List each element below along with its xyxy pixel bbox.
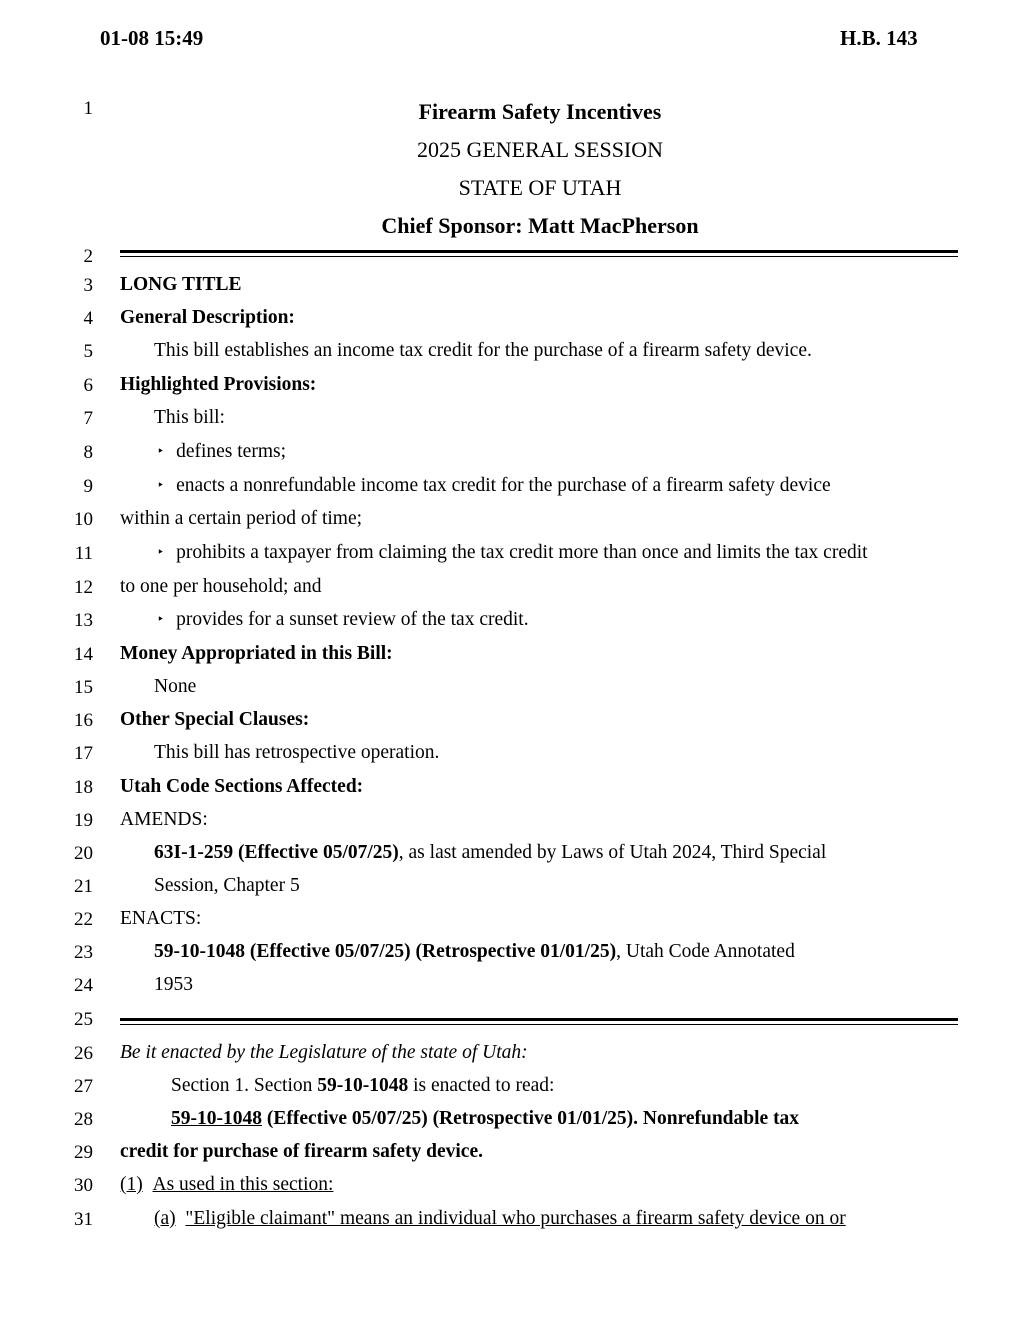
line-number: 15 [74,677,93,698]
line-number: 4 [83,308,93,329]
long-title-heading: LONG TITLE [120,274,242,295]
section-title-number: 59-10-1048 [171,1108,262,1129]
line-number: 19 [74,810,93,831]
section-intro-suffix: is enacted to read: [408,1075,555,1096]
bill-title: Firearm Safety Incentives [418,99,662,124]
section-intro [171,1075,554,1097]
line-number: 14 [74,644,93,665]
line-number: 28 [74,1109,93,1130]
line-number: 3 [83,275,93,296]
provision-item [157,609,529,631]
provision-continuation: within a certain period of time; [120,508,363,529]
general-description-text: This bill establishes an income tax credit for the purchase of a firearm safety device. [154,340,812,361]
enacts-label: ENACTS: [120,908,202,929]
provision-text: enacts a nonrefundable income tax credit for the purchase of a firearm safety device [176,475,831,496]
special-clauses-text: This bill has retrospective operation. [154,742,440,763]
special-clauses-heading: Other Special Clauses: [120,709,310,730]
provision-item [157,441,286,463]
enacted-section-id: 59-10-1048 (Effective 05/07/25) (Retrospective 01/01/25) [154,941,617,962]
subsection-text: "Eligible claimant" means an individual who purchases a firearm safety device on or [185,1208,846,1229]
bill-number: H.B. 143 [840,26,918,50]
line-number: 11 [74,543,93,564]
section-intro-number: 59-10-1048 [317,1075,409,1096]
line-number: 27 [74,1076,93,1097]
provision-item [157,475,831,497]
line-number: 24 [74,975,93,996]
enacted-section-continuation: 1953 [154,974,193,995]
double-rule-bottom [120,1018,958,1025]
line-number: 6 [83,375,93,396]
line-number: 20 [74,843,93,864]
line-number: 12 [74,577,93,598]
subsection-text: As used in this section: [152,1174,334,1195]
line-number: 17 [74,743,93,764]
chief-sponsor: Chief Sponsor: Matt MacPherson [381,213,699,238]
line-number: 10 [74,509,93,530]
enacted-section-note: , Utah Code Annotated [616,941,795,962]
line-number: 5 [83,341,93,362]
line-number: 13 [74,610,93,631]
double-rule-top [120,250,958,257]
header-timestamp: 01-08 15:49 [100,26,204,50]
provision-item [157,542,868,564]
line-number: 18 [74,777,93,798]
amended-section-note: , as last amended by Laws of Utah 2024, Third Special [398,842,827,863]
line-number: 2 [83,246,93,267]
provision-text: defines terms; [176,441,287,462]
highlighted-provisions-heading: Highlighted Provisions: [120,374,317,395]
line-number: 1 [83,98,93,119]
subsection-a [154,1208,846,1230]
line-number: 16 [74,710,93,731]
session-line: 2025 GENERAL SESSION [416,137,664,162]
line-number: 23 [74,942,93,963]
bullet-icon: ‣ [157,444,165,458]
bullet-icon: ‣ [157,478,165,492]
amended-section-id: 63I-1-259 (Effective 05/07/25) [154,842,399,863]
provision-text: provides for a sunset review of the tax credit. [176,609,529,630]
bullet-icon: ‣ [157,545,165,559]
general-description-heading: General Description: [120,307,295,328]
money-text: None [154,676,197,697]
amended-section-continuation: Session, Chapter 5 [154,875,300,896]
section-intro-prefix: Section 1. Section [171,1075,318,1096]
line-number: 9 [83,476,93,497]
enacting-clause: Be it enacted by the Legislature of the state of Utah: [120,1042,528,1063]
subsection-number: (a) [154,1208,176,1229]
provision-text: prohibits a taxpayer from claiming the tax credit more than once and limits the tax credit [176,542,868,563]
state-line: STATE OF UTAH [458,175,622,200]
line-number: 25 [74,1009,93,1030]
line-number: 8 [83,442,93,463]
section-title [171,1108,799,1130]
section-title-continuation: credit for purchase of firearm safety device. [120,1141,483,1162]
section-title-text: (Effective 05/07/25) (Retrospective 01/01/25). Nonrefundable tax [262,1108,800,1129]
bullet-icon: ‣ [157,612,165,626]
line-number: 21 [74,876,93,897]
amended-section [154,842,826,864]
line-number: 7 [83,408,93,429]
line-number: 26 [74,1043,93,1064]
amends-label: AMENDS: [120,809,208,830]
subsection-number: (1) [120,1174,143,1195]
this-bill-intro: This bill: [154,407,225,428]
enacted-section [154,941,795,963]
line-number: 30 [74,1175,93,1196]
code-sections-heading: Utah Code Sections Affected: [120,776,364,797]
subsection-1 [120,1174,333,1196]
line-number: 29 [74,1142,93,1163]
line-number: 31 [74,1209,93,1230]
money-heading: Money Appropriated in this Bill: [120,643,393,664]
provision-continuation: to one per household; and [120,576,322,597]
line-number: 22 [74,909,93,930]
